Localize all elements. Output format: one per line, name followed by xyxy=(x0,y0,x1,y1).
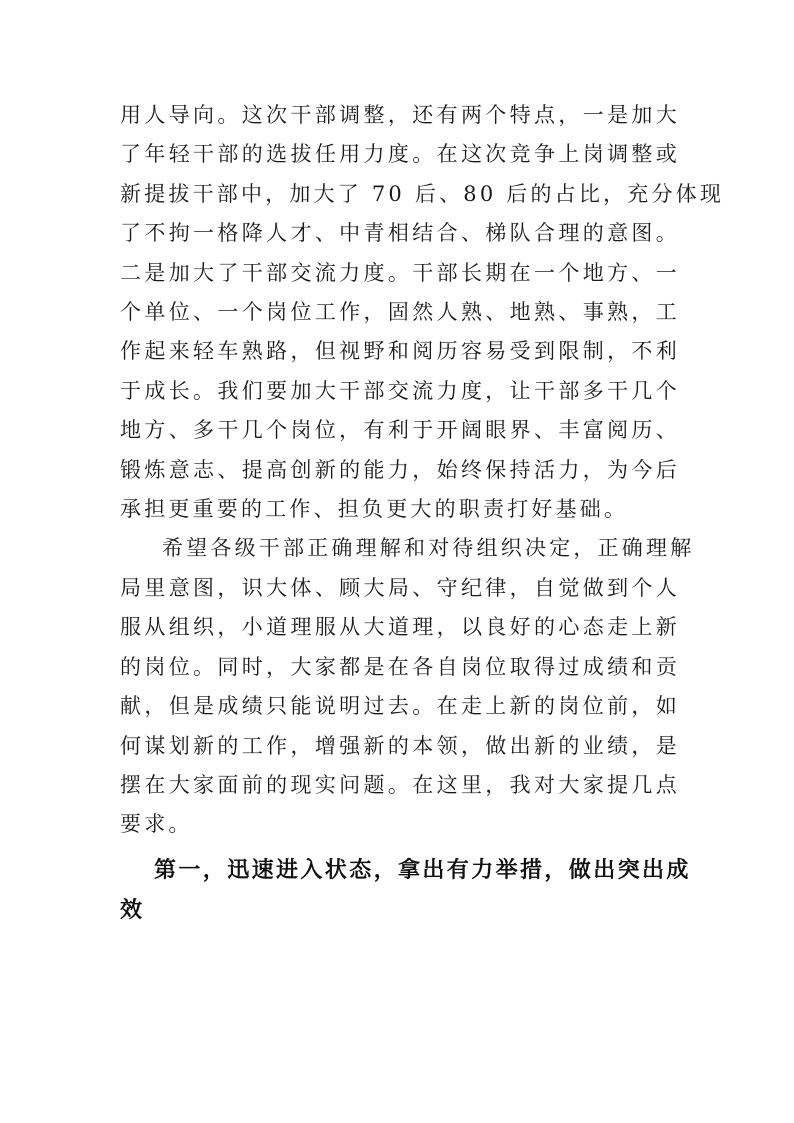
paragraph-expectations xyxy=(120,529,695,844)
text-line: 作起来轻车熟路，但视野和阅历容易受到限制，不利 xyxy=(120,339,680,364)
paragraph-cadre-adjustment xyxy=(120,96,725,529)
text-line: 献，但是成绩只能说明过去。在走上新的岗位前，如 xyxy=(120,694,680,719)
text-line: 的岗位。同时，大家都是在各自岗位取得过成绩和贡 xyxy=(120,654,680,679)
text-line: 锻炼意志、提高创新的能力，始终保持活力，为今后 xyxy=(120,457,680,482)
text-line: 新提拔干部中，加大了 70 后、80 后的占比，充分体现 xyxy=(120,181,725,206)
text-line: 承担更重要的工作、担负更大的职责打好基础。 xyxy=(120,497,629,522)
text-line: 要求。 xyxy=(120,812,193,837)
text-line: 个单位、一个岗位工作，固然人熟、地熟、事熟，工 xyxy=(120,300,680,325)
text-line: 地方、多干几个岗位，有利于开阔眼界、丰富阅历、 xyxy=(120,418,680,443)
section-heading xyxy=(120,851,691,931)
text-line: 何谋划新的工作，增强新的本领，做出新的业绩，是 xyxy=(120,733,680,758)
document-body xyxy=(120,96,725,931)
text-line: 局里意图，识大体、顾大局、守纪律，自觉做到个人 xyxy=(120,575,680,600)
text-line: 二是加大了干部交流力度。干部长期在一个地方、一 xyxy=(120,260,680,285)
heading-line: 效 xyxy=(120,897,145,923)
text-line: 服从组织，小道理服从大道理，以良好的心态走上新 xyxy=(120,615,680,640)
heading-line: 第一，迅速进入状态，拿出有力举措，做出突出成 xyxy=(154,857,691,883)
text-line: 于成长。我们要加大干部交流力度，让干部多干几个 xyxy=(120,378,680,403)
text-line: 摆在大家面前的现实问题。在这里，我对大家提几点 xyxy=(120,772,680,797)
text-line: 希望各级干部正确理解和对待组织决定，正确理解 xyxy=(162,536,695,561)
text-line: 了不拘一格降人才、中青相结合、梯队合理的意图。 xyxy=(120,221,680,246)
text-line: 了年轻干部的选拔任用力度。在这次竞争上岗调整或 xyxy=(120,142,680,167)
text-line: 用人导向。这次干部调整，还有两个特点，一是加大 xyxy=(120,103,680,127)
